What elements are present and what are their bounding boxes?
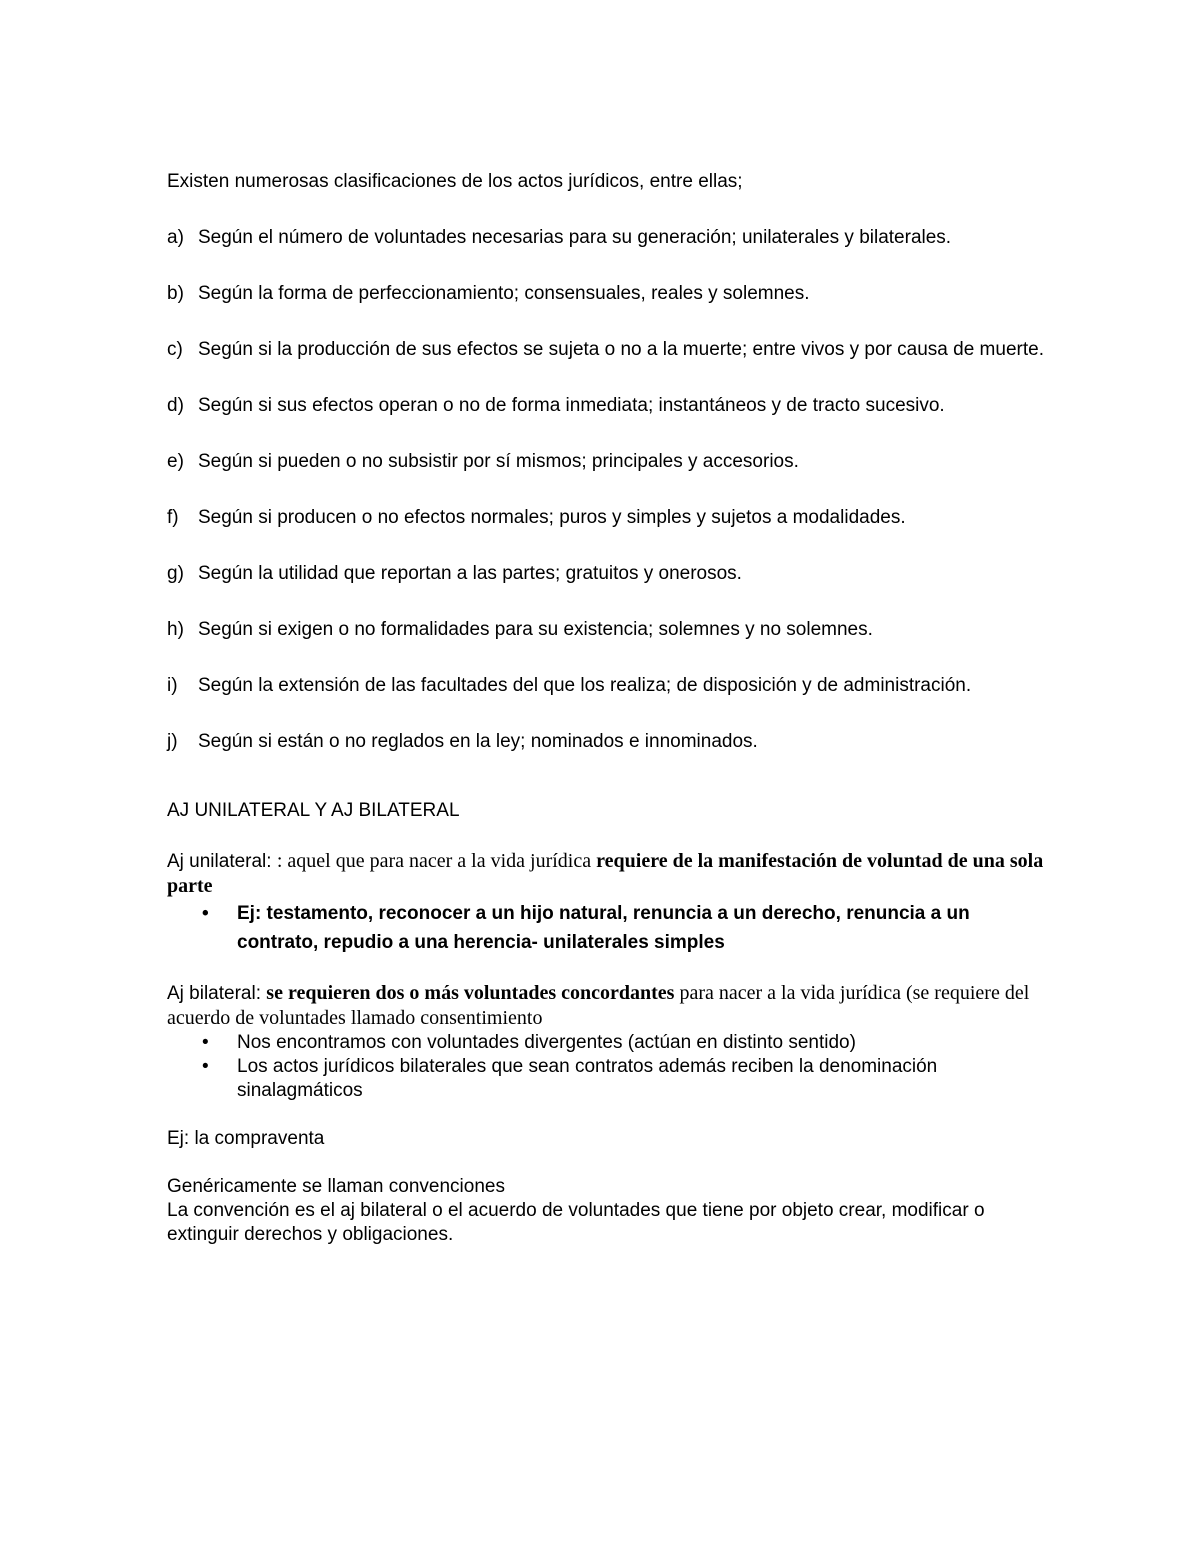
classification-item-g xyxy=(167,560,1047,588)
classification-item-f xyxy=(167,504,1047,532)
classification-item-e xyxy=(167,448,1047,476)
unilateral-plain: : aquel que para nacer a la vida jurídica xyxy=(276,850,597,872)
bilateral-bold: se requieren dos o más voluntades concordantes xyxy=(266,982,675,1004)
bilateral-notes xyxy=(167,1031,1047,1103)
section-heading: AJ UNILATERAL Y AJ BILATERAL xyxy=(167,800,460,821)
bilateral-note-text: Nos encontramos con voluntades divergentes (actúan en distinto sentido) xyxy=(237,1032,856,1053)
intro-paragraph: Existen numerosas clasificaciones de los actos jurídicos, entre ellas; xyxy=(167,171,743,192)
unilateral-definition xyxy=(167,849,1047,899)
item-letter: f) xyxy=(167,507,179,528)
example-line: Ej: la compraventa xyxy=(167,1128,325,1149)
item-text: Según si sus efectos operan o no de forma inmediata; instantáneos y de tracto sucesivo. xyxy=(198,395,945,416)
item-text: Según si producen o no efectos normales; puros y simples y sujetos a modalidades. xyxy=(198,507,906,528)
bullet-icon: • xyxy=(202,903,209,924)
bullet-icon: • xyxy=(202,1032,209,1053)
item-text: Según si exigen o no formalidades para su existencia; solemnes y no solemnes. xyxy=(198,619,873,640)
unilateral-examples xyxy=(167,899,1047,957)
item-letter: a) xyxy=(167,227,184,248)
document-page xyxy=(167,168,1047,1247)
item-text: Según la forma de perfeccionamiento; consensuales, reales y solemnes. xyxy=(198,283,810,304)
classification-item-d xyxy=(167,392,1047,420)
bilateral-definition xyxy=(167,981,1047,1031)
classification-item-b xyxy=(167,280,1047,308)
bilateral-plain: para nacer a la vida jurídica (se requiere del acuerdo de voluntades llamado consentimiento xyxy=(167,982,1030,1029)
bilateral-note-text: Los actos jurídicos bilaterales que sean contratos además reciben la denominación sinalagmáticos xyxy=(237,1056,938,1101)
item-text: Según si la producción de sus efectos se sujeta o no a la muerte; entre vivos y por causa de muerte. xyxy=(198,339,1044,360)
classification-item-i xyxy=(167,672,1047,700)
unilateral-example-text: Ej: testamento, reconocer a un hijo natural, renuncia a un derecho, renuncia a un contrato, repudio a una herencia- unilaterales simples xyxy=(237,903,970,953)
item-text: Según el número de voluntades necesarias para su generación; unilaterales y bilaterales. xyxy=(198,227,952,248)
item-letter: h) xyxy=(167,619,184,640)
unilateral-label: Aj unilateral: xyxy=(167,851,277,872)
bilateral-label: Aj bilateral: xyxy=(167,983,267,1004)
unilateral-bold: requiere de la manifestación de voluntad de una sola parte xyxy=(167,850,1044,897)
generic-line: Genéricamente se llaman convenciones xyxy=(167,1176,505,1197)
item-text: Según si pueden o no subsistir por sí mismos; principales y accesorios. xyxy=(198,451,799,472)
classification-item-j xyxy=(167,728,1047,756)
item-text: Según la extensión de las facultades del que los realiza; de disposición y de administración. xyxy=(198,675,972,696)
convention-paragraph: La convención es el aj bilateral o el acuerdo de voluntades que tiene por objeto crear, modificar o extinguir derechos y obligaciones. xyxy=(167,1200,985,1245)
item-letter: d) xyxy=(167,395,184,416)
bullet-icon: • xyxy=(202,1056,209,1077)
item-letter: i) xyxy=(167,675,178,696)
item-letter: c) xyxy=(167,339,183,360)
classification-item-a xyxy=(167,224,1047,252)
item-text: Según si están o no reglados en la ley; nominados e innominados. xyxy=(198,731,758,752)
item-letter: e) xyxy=(167,451,184,472)
item-text: Según la utilidad que reportan a las partes; gratuitos y onerosos. xyxy=(198,563,742,584)
classification-item-h xyxy=(167,616,1047,644)
list-item xyxy=(167,1031,1047,1055)
item-letter: b) xyxy=(167,283,184,304)
item-letter: g) xyxy=(167,563,184,584)
item-letter: j) xyxy=(167,731,178,752)
list-item xyxy=(167,899,1047,957)
classification-item-c xyxy=(167,336,1047,364)
classification-list xyxy=(167,224,1047,756)
list-item xyxy=(167,1055,1047,1103)
